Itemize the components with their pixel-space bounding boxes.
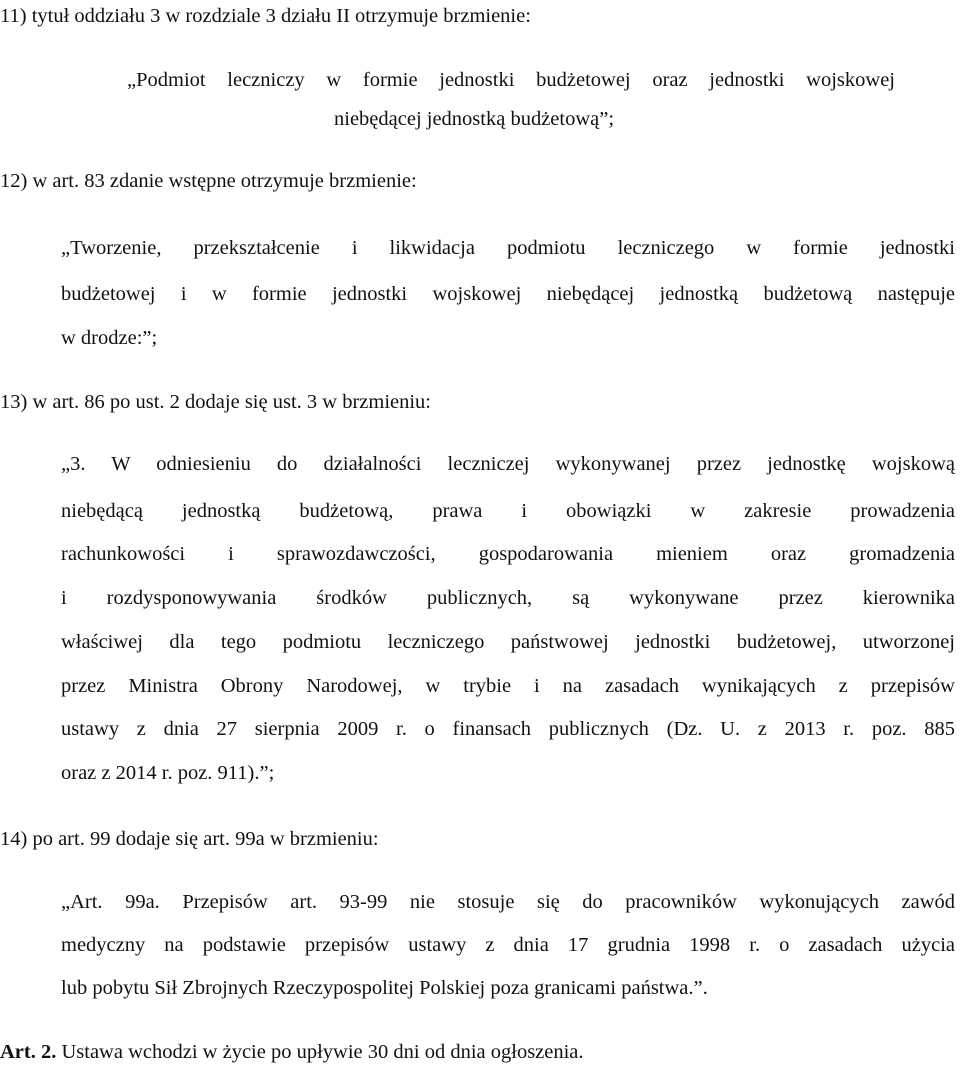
item-11-quote-line: „Podmiot leczniczy w formie jednostki budżetowej oraz jednostki wojskowej: [127, 69, 895, 91]
item-13-intro: 13) w art. 86 po ust. 2 dodaje się ust. 3 w brzmieniu:: [0, 391, 432, 413]
item-13-quote-line: ustawy z dnia 27 sierpnia 2009 r. o finansach publicznych (Dz. U. z 2013 r. poz. 885: [61, 718, 955, 740]
item-14-intro: 14) po art. 99 dodaje się art. 99a w brzmieniu:: [0, 828, 379, 850]
item-13-quote-line: rachunkowości i sprawozdawczości, gospodarowania mieniem oraz gromadzenia: [61, 543, 955, 565]
item-14-quote-line: lub pobytu Sił Zbrojnych Rzeczypospolitej Polskiej poza granicami państwa.”.: [61, 977, 708, 999]
item-12-quote-line: w drodze:”;: [61, 327, 158, 349]
item-13-quote-line: niebędącą jednostką budżetową, prawa i obowiązki w zakresie prowadzenia: [61, 500, 955, 522]
item-14-quote-line: medyczny na podstawie przepisów ustawy z dnia 17 grudnia 1998 r. o zasadach użycia: [61, 934, 955, 956]
final-article-label: Art. 2.: [0, 1041, 57, 1063]
item-13-quote-line: „3. W odniesieniu do działalności leczniczej wykonywanej przez jednostkę wojskową: [61, 453, 955, 475]
item-12-intro: 12) w art. 83 zdanie wstępne otrzymuje brzmienie:: [0, 170, 417, 192]
item-12-quote-line: budżetowej i w formie jednostki wojskowej niebędącej jednostką budżetową następuje: [61, 283, 955, 305]
item-14-quote-line: „Art. 99a. Przepisów art. 93-99 nie stosuje się do pracowników wykonujących zawód: [61, 891, 955, 913]
item-13-quote-line: przez Ministra Obrony Narodowej, w trybie i na zasadach wynikających z przepisów: [61, 675, 955, 697]
item-11-intro: 11) tytuł oddziału 3 w rozdziale 3 działu II otrzymuje brzmienie:: [0, 5, 531, 27]
item-13-quote-line: właściwej dla tego podmiotu leczniczego państwowej jednostki budżetowej, utworzonej: [61, 631, 955, 653]
item-13-quote-line: i rozdysponowywania środków publicznych, są wykonywane przez kierownika: [61, 587, 955, 609]
final-article-text: Ustawa wchodzi w życie po upływie 30 dni od dnia ogłoszenia.: [61, 1041, 584, 1063]
final-article: [0, 1042, 584, 1063]
item-13-quote-line: oraz z 2014 r. poz. 911).”;: [61, 762, 275, 784]
item-12-quote-line: „Tworzenie, przekształcenie i likwidacja podmiotu leczniczego w formie jednostki: [61, 237, 955, 259]
item-11-quote-line: niebędącej jednostką budżetową”;: [334, 108, 615, 130]
